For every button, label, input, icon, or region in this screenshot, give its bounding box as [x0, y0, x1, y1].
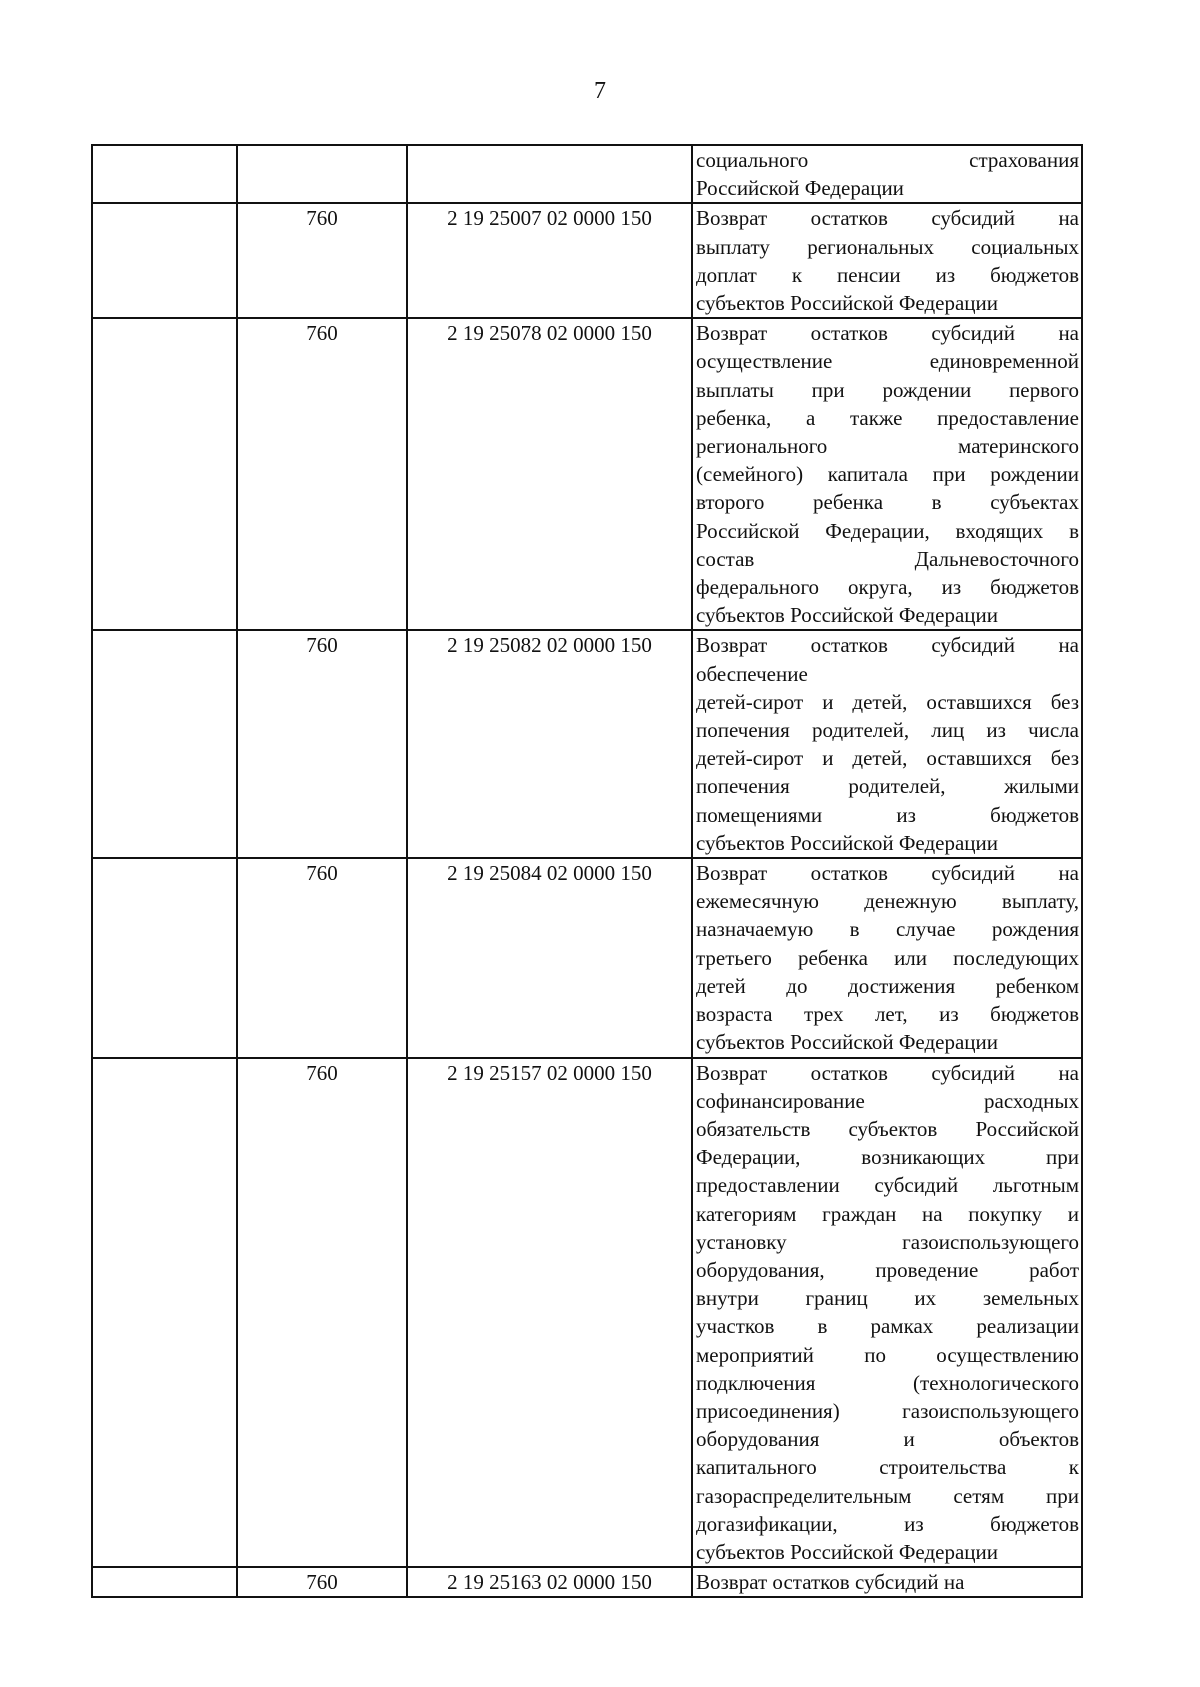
description-line: третьего ребенка или последующих	[696, 945, 1079, 970]
budget-codes-table	[91, 144, 1083, 1598]
description-line: ежемесячную денежную выплату,	[696, 889, 1079, 914]
table-row	[92, 203, 1082, 318]
empty-cell	[92, 858, 237, 1057]
description-line: попечения родителей, жилыми	[696, 774, 1079, 799]
description-line: субъектов Российской Федерации	[696, 291, 999, 316]
budget-code-cell: 2 19 25078 02 0000 150	[407, 318, 692, 630]
description-line: попечения родителей, лиц из числа	[696, 718, 1079, 743]
description-line: выплаты при рождении первого	[696, 377, 1079, 402]
description-line: обеспечение	[696, 661, 808, 686]
description-line: Федерации, возникающих при	[696, 1145, 1079, 1170]
table-row	[92, 1058, 1082, 1568]
table-row	[92, 145, 1082, 203]
empty-cell	[92, 318, 237, 630]
budget-code-cell: 2 19 25082 02 0000 150	[407, 630, 692, 858]
description-line: внутри границ их земельных	[696, 1286, 1079, 1311]
description-line: социального страхования	[696, 148, 1079, 172]
description-line: Российской Федерации, входящих в	[696, 518, 1079, 543]
description-line: присоединения) газоиспользующего	[696, 1398, 1079, 1423]
budget-code-cell: 2 19 25084 02 0000 150	[407, 858, 692, 1057]
admin-code-cell: 760	[237, 203, 407, 318]
empty-cell	[92, 1058, 237, 1568]
description-line: подключения (технологического	[696, 1370, 1079, 1395]
description-cell	[692, 1567, 1082, 1597]
description-line: Возврат остатков субсидий на	[696, 633, 1079, 658]
table-row	[92, 858, 1082, 1057]
description-cell	[692, 858, 1082, 1057]
budget-code-cell	[407, 145, 692, 203]
admin-code-cell	[237, 145, 407, 203]
description-line: оборудования, проведение работ	[696, 1257, 1079, 1282]
empty-cell	[92, 1567, 237, 1597]
empty-cell	[92, 630, 237, 858]
description-line: помещениями из бюджетов	[696, 802, 1079, 827]
table-body	[92, 145, 1082, 1597]
description-line: Возврат остатков субсидий на	[696, 1570, 965, 1595]
admin-code-cell: 760	[237, 1058, 407, 1568]
description-line: осуществление единовременной	[696, 349, 1079, 374]
description-line: возраста трех лет, из бюджетов	[696, 1002, 1079, 1027]
description-line: (семейного) капитала при рождении	[696, 462, 1079, 487]
page-number: 7	[594, 78, 606, 104]
description-line: Возврат остатков субсидий на	[696, 321, 1079, 346]
description-line: назначаемую в случае рождения	[696, 917, 1079, 942]
description-line: оборудования и объектов	[696, 1427, 1079, 1452]
description-line: участков в рамках реализации	[696, 1314, 1079, 1339]
description-line: федерального округа, из бюджетов	[696, 575, 1079, 600]
description-cell	[692, 1058, 1082, 1568]
description-line: Российской Федерации	[696, 176, 904, 201]
description-line: софинансирование расходных	[696, 1088, 1079, 1113]
description-line: второго ребенка в субъектах	[696, 490, 1079, 515]
description-line: установку газоиспользующего	[696, 1229, 1079, 1254]
description-line: Возврат остатков субсидий на	[696, 206, 1079, 231]
admin-code-cell: 760	[237, 858, 407, 1057]
description-line: детей до достижения ребенком	[696, 973, 1079, 998]
description-line: регионального материнского	[696, 434, 1079, 459]
description-line: доплат к пенсии из бюджетов	[696, 262, 1079, 287]
description-cell	[692, 145, 1082, 203]
description-line: категориям граждан на покупку и	[696, 1201, 1079, 1226]
description-line: мероприятий по осуществлению	[696, 1342, 1079, 1367]
budget-code-cell: 2 19 25007 02 0000 150	[407, 203, 692, 318]
description-cell	[692, 318, 1082, 630]
empty-cell	[92, 203, 237, 318]
table-row	[92, 1567, 1082, 1597]
table-row	[92, 630, 1082, 858]
description-line: детей-сирот и детей, оставшихся без	[696, 746, 1079, 771]
description-line: обязательств субъектов Российской	[696, 1116, 1079, 1141]
description-line: субъектов Российской Федерации	[696, 830, 999, 855]
description-line: детей-сирот и детей, оставшихся без	[696, 689, 1079, 714]
description-line: догазификации, из бюджетов	[696, 1511, 1079, 1536]
description-line: Возврат остатков субсидий на	[696, 861, 1079, 886]
admin-code-cell: 760	[237, 318, 407, 630]
description-line: Возврат остатков субсидий на	[696, 1060, 1079, 1085]
admin-code-cell: 760	[237, 1567, 407, 1597]
budget-code-cell: 2 19 25163 02 0000 150	[407, 1567, 692, 1597]
description-line: субъектов Российской Федерации	[696, 1539, 999, 1564]
empty-cell	[92, 145, 237, 203]
description-line: субъектов Российской Федерации	[696, 603, 999, 628]
description-line: состав Дальневосточного	[696, 546, 1079, 571]
description-line: капитального строительства к	[696, 1455, 1079, 1480]
description-cell	[692, 630, 1082, 858]
budget-code-cell: 2 19 25157 02 0000 150	[407, 1058, 692, 1568]
description-line: субъектов Российской Федерации	[696, 1030, 999, 1055]
description-line: ребенка, а также предоставление	[696, 405, 1079, 430]
admin-code-cell: 760	[237, 630, 407, 858]
table-row	[92, 318, 1082, 630]
description-cell	[692, 203, 1082, 318]
description-line: выплату региональных социальных	[696, 234, 1079, 259]
description-line: газораспределительным сетям при	[696, 1483, 1079, 1508]
description-line: предоставлении субсидий льготным	[696, 1173, 1079, 1198]
